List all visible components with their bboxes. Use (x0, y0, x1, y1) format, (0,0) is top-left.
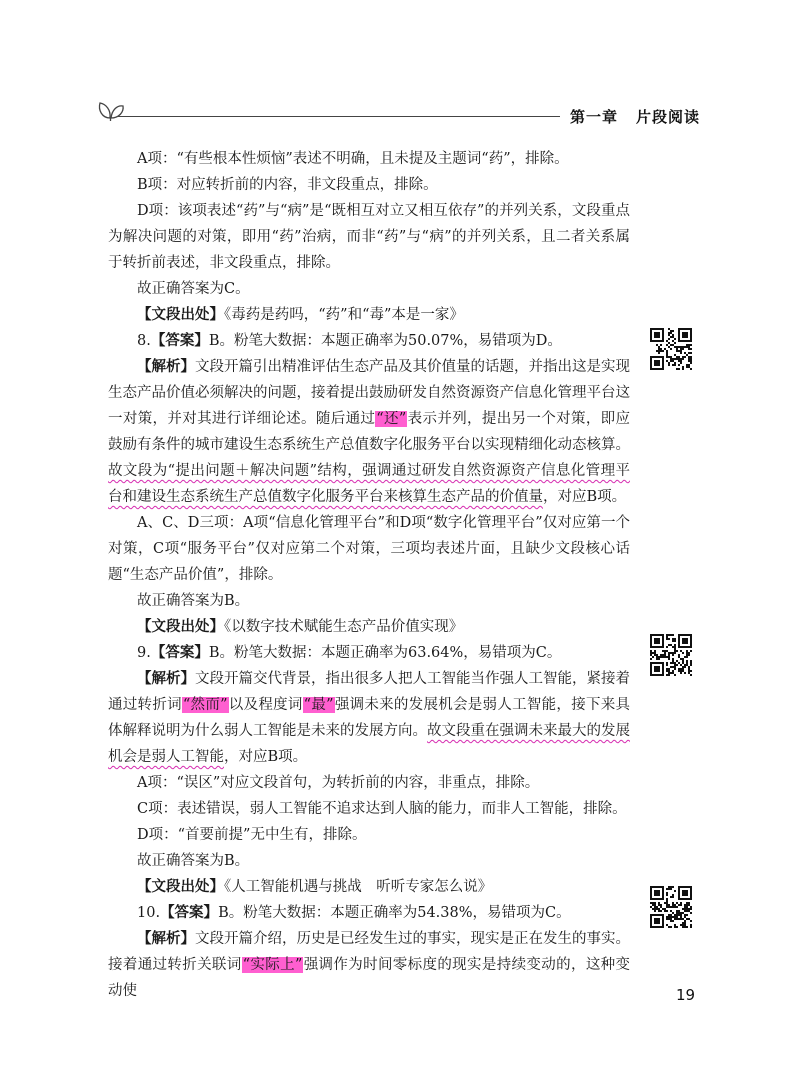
q8-source (108, 614, 630, 640)
q9-answer (108, 640, 630, 666)
chapter-label: 第一章 (570, 108, 619, 126)
source-label: 【文段出处】 (137, 618, 224, 635)
source-text: 《毒药是药吗，“药”和“毒”本是一家》 (224, 307, 464, 323)
answer-label: 【答案】 (150, 644, 209, 661)
question-number: 10. (137, 905, 161, 921)
q9-option-d: D项：“首要前提”无中生有，排除。 (137, 827, 367, 843)
section-label: 片段阅读 (636, 108, 701, 126)
q9-analysis (108, 666, 630, 770)
q7-option-d: D项：该项表述“药”与“病”是“既相互对立又相互依存”的并列关系，文段重点为解决问题的对策，即用“药”治病，而非“药”与“病”的并列关系，且二者关系属于转折前表述，非文段重点，排除。 (108, 203, 630, 271)
header-rule (118, 116, 560, 117)
page-content (108, 146, 630, 1004)
source-label: 【文段出处】 (137, 306, 224, 323)
analysis-text: ，对应B项。 (543, 489, 627, 505)
chapter-heading (570, 106, 700, 127)
analysis-label: 【解析】 (137, 670, 195, 687)
source-label: 【文段出处】 (137, 878, 224, 895)
analysis-text: 以及程度词 (228, 697, 303, 713)
q9-option-c: C项：表述错误，弱人工智能不追求达到人脑的能力，而非人工智能，排除。 (137, 801, 627, 817)
analysis-text: 文段开篇引出精准评估生态产品及其价值量的话题，并指出这是实现生态产品价值必须解决的问题，接着提出鼓励研发自然资源资产信息化管理平台这一对策，并对其进行详细论述。随后通过 (108, 359, 630, 427)
answer-text: B。粉笔大数据：本题正确率为50.07%，易错项为D。 (208, 333, 562, 349)
answer-text: B。粉笔大数据：本题正确率为63.64%，易错项为C。 (208, 645, 562, 661)
q8-answer (108, 328, 630, 354)
q9-final-answer: 故正确答案为B。 (137, 853, 250, 869)
q8-option-acd: A、C、D三项：A项“信息化管理平台”和D项“数字化管理平台”仅对应第一个对策，C项“服务平台”仅对应第二个对策，三项均表述片面，且缺少文段核心话题“生态产品价值”，排除。 (108, 515, 630, 583)
q7-option-b: B项：对应转折前的内容，非文段重点，排除。 (137, 177, 438, 193)
qr-code-icon[interactable] (650, 886, 692, 928)
answer-text: B。粉笔大数据：本题正确率为54.38%，易错项为C。 (218, 905, 571, 921)
q9-source (108, 874, 630, 900)
analysis-text: 文段开篇介绍，历史是已经发生过的事实，现实是正在发生的事实。接着通过转折关联词 (108, 931, 630, 973)
highlight-keyword: “最” (303, 697, 334, 713)
underlined-conclusion: 故文段重在强调未来最大的发展机会是弱人工智能 (108, 723, 630, 765)
answer-label: 【答案】 (150, 332, 209, 349)
source-text: 《以数字技术赋能生态产品价值实现》 (224, 619, 464, 635)
q10-analysis (108, 926, 630, 1004)
analysis-label: 【解析】 (137, 930, 195, 947)
question-number: 8. (137, 333, 151, 349)
q10-answer (108, 900, 630, 926)
q7-final-answer: 故正确答案为C。 (137, 281, 250, 297)
analysis-text: 表示并列，提出另一个对策，即应鼓励有条件的城市建设生态系统生产总值数字化服务平台以实现精细化动态核算。 (108, 411, 631, 453)
analysis-text: 强调未来的发展机会是弱人工智能，接下来具体解释说明为什么弱人工智能是未来的发展方向。 (108, 697, 631, 739)
analysis-text: ，对应B项。 (224, 749, 308, 765)
qr-code-icon[interactable] (650, 634, 692, 676)
highlight-keyword: “然而” (182, 697, 228, 713)
qr-code-icon[interactable] (650, 328, 692, 370)
page-number: 19 (676, 986, 696, 1004)
underlined-conclusion: 故文段为“提出问题＋解决问题”结构，强调通过研发自然资源资产信息化管理平台和建设生态系统生产总值数字化服务平台来核算生态产品的价值量 (108, 463, 630, 505)
q8-analysis (108, 354, 630, 510)
q8-final-answer: 故正确答案为B。 (137, 593, 250, 609)
q7-source (108, 302, 630, 328)
q7-option-a: A项：“有些根本性烦恼”表述不明确，且未提及主题词“药”，排除。 (137, 151, 569, 167)
answer-label: 【答案】 (160, 904, 219, 921)
analysis-label: 【解析】 (137, 358, 195, 375)
q9-option-a: A项：“误区”对应文段首句，为转折前的内容，非重点，排除。 (137, 775, 540, 791)
question-number: 9. (137, 645, 151, 661)
source-text: 《人工智能机遇与挑战 听听专家怎么说》 (224, 879, 493, 895)
analysis-text: 文段开篇交代背景，指出很多人把人工智能当作强人工智能，紧接着通过转折词 (108, 671, 630, 713)
highlight-keyword: “实际上” (242, 957, 303, 973)
highlight-keyword: “还” (376, 411, 407, 427)
leaf-icon (96, 100, 126, 122)
analysis-text: 强调作为时间零标度的现实是持续变动的，这种变动使 (108, 957, 631, 999)
